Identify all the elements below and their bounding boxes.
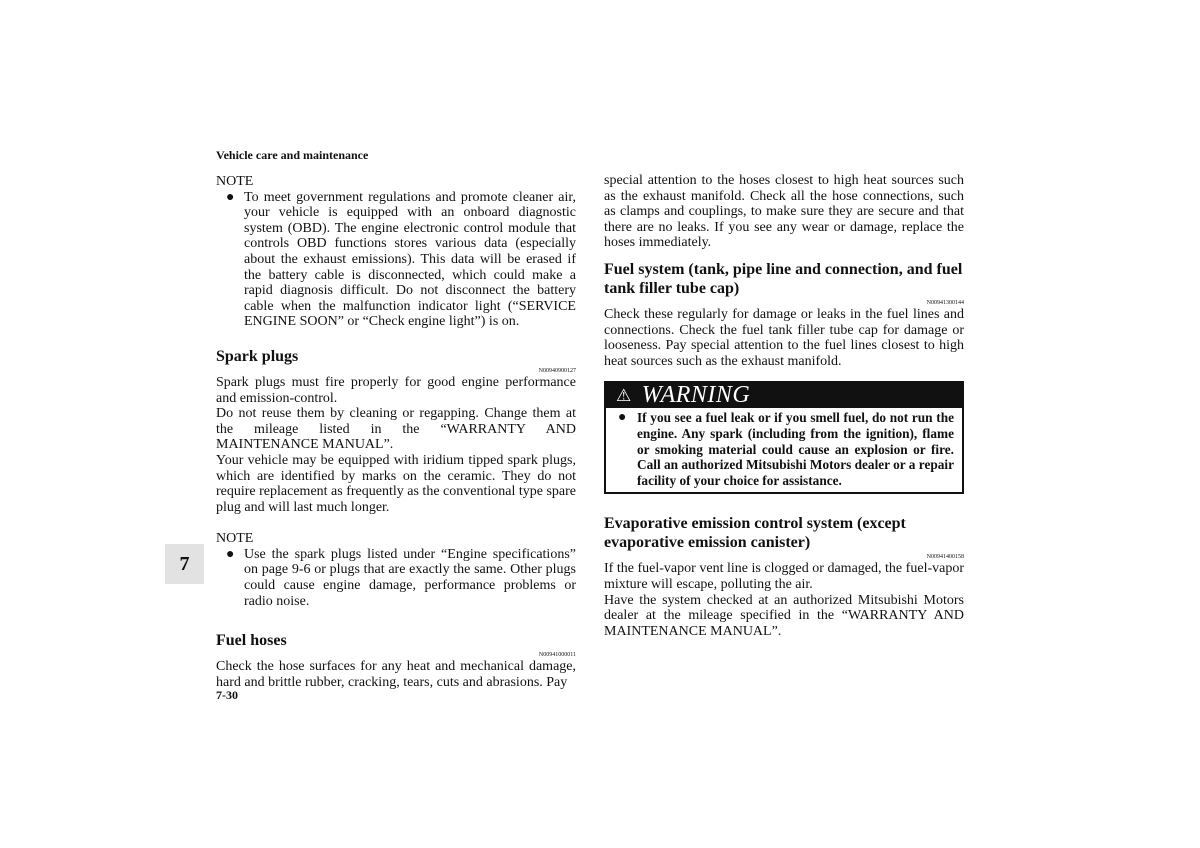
reference-code: N00941300144: [926, 299, 964, 306]
warning-box: [604, 381, 964, 494]
chapter-tab: 7: [165, 544, 204, 584]
page-number: 7-30: [216, 688, 238, 702]
warning-text: If you see a fuel leak or if you smell fuel, do not run the engine. Any spark (including from the ignition), flame or smoking material could cause an explosion or fire. Call an authorized Mitsubishi Motors dealer or a repair facility of your choice for assistance.: [637, 410, 954, 488]
paragraph-continuation: special attention to the hoses closest to high heat sources such as the exhaust manifold. Check all the hose connections, such as clamps and couplings, to make sure they are secure and that there are no leaks. If you see any wear or damage, replace the hoses immediately.: [604, 173, 964, 251]
warning-title: WARNING: [641, 382, 751, 409]
warning-triangle-icon: ⚠: [616, 386, 632, 406]
note-label: NOTE: [216, 174, 254, 189]
reference-code: N00940900127: [538, 367, 576, 374]
bullet-icon: ●: [618, 410, 627, 426]
warning-bullet: [612, 410, 954, 488]
warning-header: [606, 383, 962, 408]
section-heading-fuel-system: Fuel system (tank, pipe line and connection, and fuel tank filler tube cap): [604, 260, 963, 297]
warning-body: [606, 408, 962, 492]
paragraph: Do not reuse them by cleaning or regapping. Change them at the mileage listed in the “WARRANTY AND MAINTENANCE MANUAL”.: [216, 406, 576, 453]
paragraph: Spark plugs must fire properly for good engine performance and emission-control.: [216, 374, 576, 406]
paragraph: Your vehicle may be equipped with iridium tipped spark plugs, which are identified by marks on the ceramic. They do not require replacement as frequently as the conventional type spare plug and will last much longer.: [216, 452, 576, 515]
right-column: [604, 173, 964, 639]
note-text: To meet government regulations and promote cleaner air, your vehicle is equipped with an onboard diagnostic system (OBD). The engine electronic control module that controls OBD functions stores various data (especially about the exhaust emissions). This data will be erased if the battery cable is disconnected, which could make a rapid diagnosis difficult. Do not disconnect the battery cable when the malfunction indicator light (“SERVICE ENGINE SOON” or “Check engine light”) is on.: [244, 189, 576, 330]
paragraph: Have the system checked at an authorized Mitsubishi Motors dealer at the mileage specified in the “WARRANTY AND MAINTENANCE MANUAL”.: [604, 592, 964, 639]
paragraph: Check these regularly for damage or leaks in the fuel lines and connections. Check the fuel tank filler tube cap for damage or looseness. Pay special attention to the fuel lines closest to high heat sources such as the exhaust manifold.: [604, 306, 964, 369]
note-bullet-spark-plugs: [216, 547, 576, 609]
bullet-icon: ●: [226, 546, 235, 562]
reference-code: N00941000011: [538, 652, 576, 659]
note-label: NOTE: [216, 531, 254, 547]
section-heading-spark-plugs: Spark plugs: [216, 347, 299, 365]
note-text: Use the spark plugs listed under “Engine specifications” on page 9-6 or plugs that are exactly the same. Other plugs could cause engine damage, performance problems or radio noise.: [244, 546, 576, 609]
reference-code: N00941400158: [926, 554, 964, 561]
paragraph: If the fuel-vapor vent line is clogged or damaged, the fuel-vapor mixture will escape, polluting the air.: [604, 561, 964, 592]
section-header: Vehicle care and maintenance: [216, 148, 369, 162]
section-heading-fuel-hoses: Fuel hoses: [216, 632, 287, 650]
left-column: [216, 174, 576, 690]
section-heading-evaporative-emission: Evaporative emission control system (except evaporative emission canister): [604, 515, 906, 552]
paragraph: Check the hose surfaces for any heat and mechanical damage, hard and brittle rubber, cracking, tears, cuts and abrasions. Pay: [216, 659, 576, 690]
bullet-icon: ●: [226, 189, 235, 205]
note-bullet-obd: [216, 190, 576, 330]
